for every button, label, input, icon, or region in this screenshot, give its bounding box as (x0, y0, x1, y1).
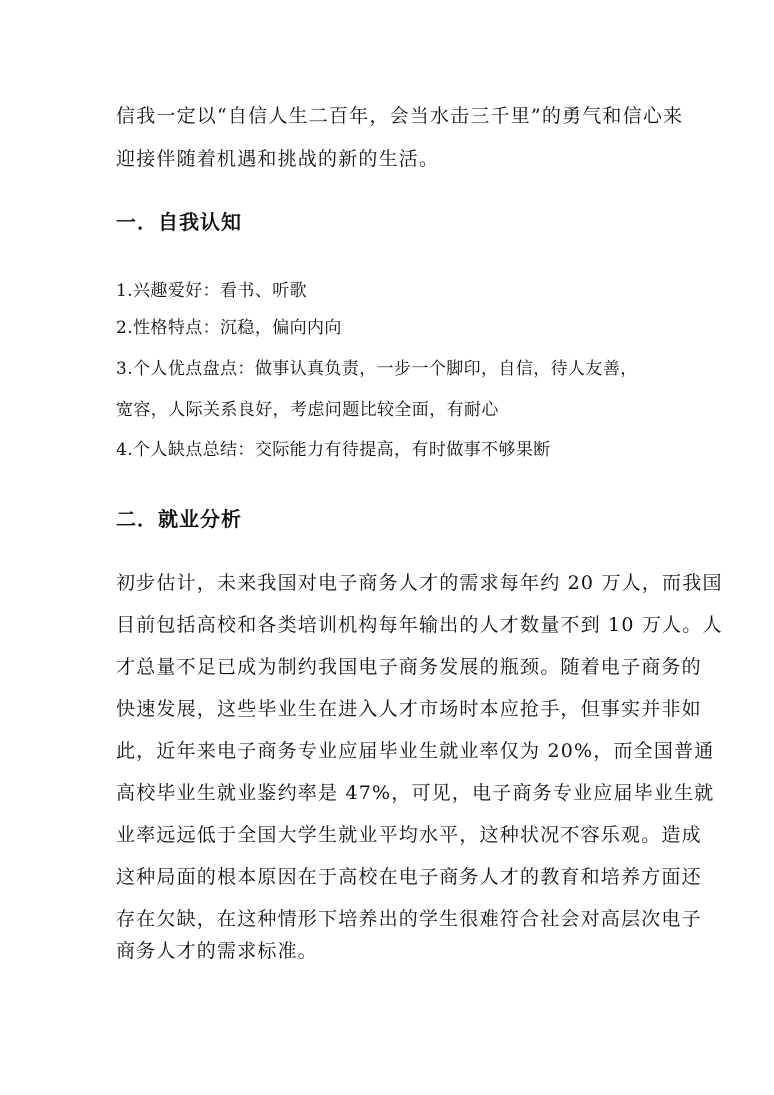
paragraph-line: 这种局面的根本原因在于高校在电子商务人才的教育和培养方面还 (116, 866, 702, 888)
paragraph-line: 目前包括高校和各类培训机构每年输出的人才数量不到 10 万人。人 (116, 614, 723, 636)
list-item-strengths: 3.个人优点盘点：做事认真负责，一步一个脚印，自信，待人友善， (116, 359, 638, 379)
list-item-weaknesses: 4.个人缺点总结：交际能力有待提高，有时做事不够果断 (116, 440, 551, 460)
list-item-strengths-cont: 宽容，人际关系良好，考虑问题比较全面，有耐心 (116, 400, 499, 420)
list-item-interests: 1.兴趣爱好：看书、听歌 (116, 281, 308, 301)
section-heading-self-awareness: 一．自我认知 (116, 210, 242, 234)
list-item-personality: 2.性格特点：沉稳，偏向内向 (116, 318, 342, 338)
section-heading-employment: 二．就业分析 (116, 507, 242, 531)
paragraph-line: 此，近年来电子商务专业应届毕业生就业率仅为 20%，而全国普通 (116, 740, 715, 762)
paragraph-line: 存在欠缺，在这种情形下培养出的学生很难符合社会对高层次电子 (116, 908, 702, 930)
paragraph-line: 高校毕业生就业鉴约率是 47%，可见，电子商务专业应届毕业生就 (116, 782, 715, 804)
paragraph-line: 初步估计，未来我国对电子商务人才的需求每年约 20 万人，而我国 (116, 572, 723, 594)
paragraph-line: 商务人才的需求标准。 (116, 940, 319, 962)
paragraph-line: 业率远远低于全国大学生就业平均水平，这种状况不容乐观。造成 (116, 824, 702, 846)
intro-line-1: 信我一定以“自信人生二百年，会当水击三千里”的勇气和信心来 (116, 105, 684, 127)
paragraph-line: 才总量不足已成为制约我国电子商务发展的瓶颈。随着电子商务的 (116, 656, 702, 678)
intro-line-2: 迎接伴随着机遇和挑战的新的生活。 (116, 148, 440, 170)
paragraph-line: 快速发展，这些毕业生在进入人才市场时本应抢手，但事实并非如 (116, 698, 702, 720)
